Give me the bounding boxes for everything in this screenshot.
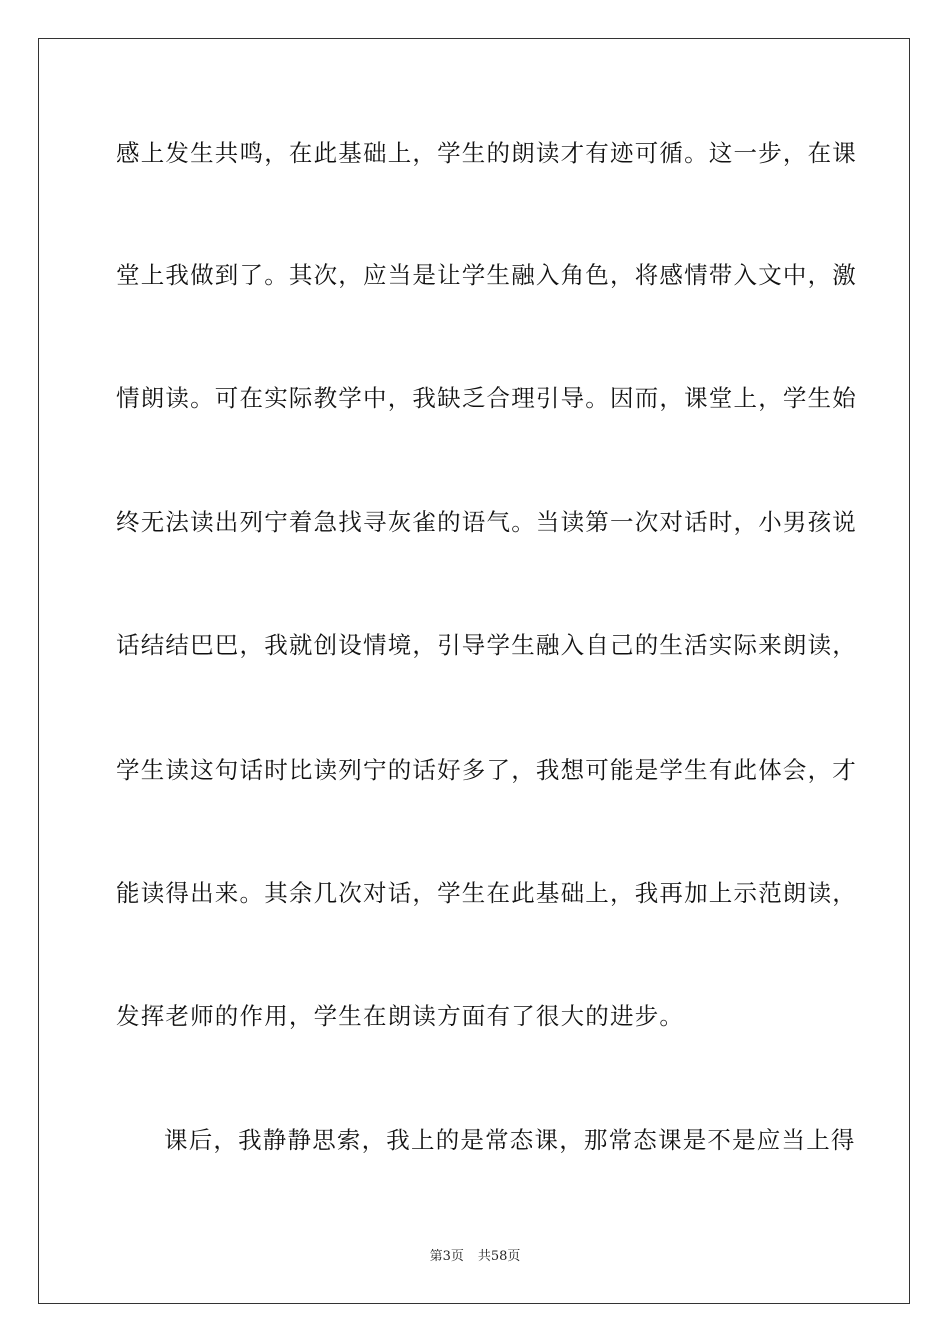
page-footer	[0, 1248, 950, 1266]
body-text-line: 能读得出来。其余几次对话，学生在此基础上，我再加上示范朗读，	[116, 879, 857, 907]
page-number: 第3页	[429, 1249, 464, 1264]
body-text-line: 学生读这句话时比读列宁的话好多了，我想可能是学生有此体会，才	[116, 756, 857, 784]
body-text-line: 情朗读。可在实际教学中，我缺乏合理引导。因而，课堂上，学生始	[116, 384, 857, 412]
body-text-line: 话结结巴巴，我就创设情境，引导学生融入自己的生活实际来朗读，	[116, 631, 857, 659]
total-pages: 共58页	[477, 1249, 521, 1264]
page-frame	[38, 38, 910, 1304]
body-text-line: 终无法读出列宁着急找寻灰雀的语气。当读第一次对话时，小男孩说	[116, 508, 857, 536]
body-text-line: 发挥老师的作用，学生在朗读方面有了很大的进步。	[116, 1002, 685, 1030]
body-text-line: 堂上我做到了。其次，应当是让学生融入角色，将感情带入文中，激	[116, 261, 857, 289]
paragraph-start-line: 课后，我静静思索，我上的是常态课，那常态课是不是应当上得	[164, 1126, 856, 1154]
body-text-line: 感上发生共鸣，在此基础上，学生的朗读才有迹可循。这一步，在课	[116, 139, 857, 167]
